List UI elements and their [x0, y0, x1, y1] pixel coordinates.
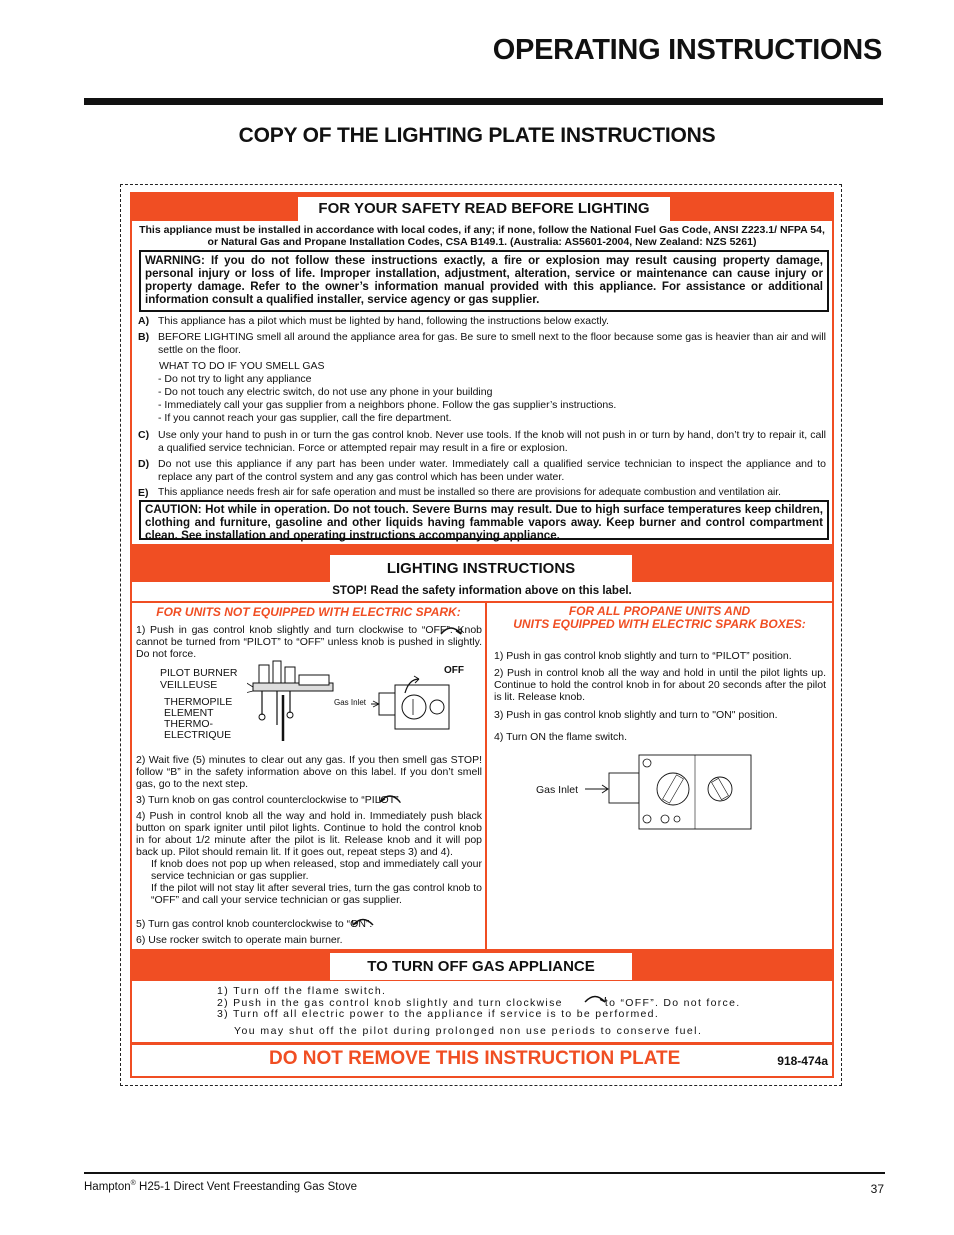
warning-box	[139, 250, 829, 312]
gas-valve-diagram	[585, 753, 755, 835]
do-not-remove-notice: DO NOT REMOVE THIS INSTRUCTION PLATE	[269, 1048, 681, 1069]
title-rule	[84, 98, 883, 105]
left-step-5: 5) Turn gas control knob counterclockwise to “ON”.	[136, 918, 373, 930]
safety-panel	[132, 221, 832, 544]
footer-rule	[84, 1172, 885, 1174]
lighting-plate	[130, 192, 834, 1078]
label-off: OFF	[444, 665, 464, 676]
right-step-4: 4) Turn ON the flame switch.	[494, 731, 628, 743]
step-text: If knob does not pop up when released, stop and immediately call your service technician or gas supplier.	[151, 858, 482, 882]
turn-off-header: TO TURN OFF GAS APPLIANCE	[330, 953, 632, 980]
turn-off-step-3: 3) Turn off all electric power to the appliance if service is to be performed.	[217, 1008, 660, 1020]
smell-item: - Do not try to light any appliance	[158, 373, 312, 385]
right-step-1: 1) Push in gas control knob slightly and turn to “PILOT” position.	[494, 650, 792, 662]
right-step-3: 3) Push in gas control knob slightly and turn to "ON" position.	[494, 709, 778, 721]
label-gas-inlet: Gas Inlet	[536, 784, 579, 796]
turn-off-panel	[132, 981, 832, 1042]
lighting-right-column	[487, 603, 832, 949]
left-step-6: 6) Use rocker switch to operate main burner.	[136, 934, 343, 946]
turn-off-note: You may shut off the pilot during prolonged non use periods to conserve fuel.	[234, 1025, 703, 1037]
safety-item-a	[138, 315, 826, 328]
stop-text: STOP! Read the safety information above on this label.	[332, 585, 632, 597]
step-text: 1) Push in gas control knob slightly and turn clockwise to “OFF”. Knob cannot be turned from “PILOT” to “OFF” unless knob is pushed in slightly. Do not force.	[136, 624, 482, 660]
lighting-header: LIGHTING INSTRUCTIONS	[330, 555, 632, 582]
item-label: D)	[138, 458, 150, 470]
step-text: If the pilot will not stay lit after several tries, turn the gas control knob to “OFF” and call your service technician or gas supplier.	[151, 882, 482, 906]
safety-header: FOR YOUR SAFETY READ BEFORE LIGHTING	[298, 197, 670, 221]
caution-text: CAUTION: Hot while in operation. Do not touch. Severe Burns may result. Due to high surface temperatures keep children, clothing and furniture, gasoline and other liquids having fammable vapors away. Keep burner and control compartment clean. See installation and operating instructions accompanying appliance.	[145, 503, 823, 542]
label-pilot-burner: PILOT BURNER	[160, 667, 238, 679]
right-heading	[487, 605, 832, 631]
heading-line: FOR ALL PROPANE UNITS AND	[568, 604, 751, 618]
footer-reg-mark: ®	[130, 1180, 136, 1187]
plate-code: 918-474a	[777, 1054, 828, 1068]
label-veilleuse: VEILLEUSE	[160, 679, 218, 691]
step-text: 4) Push in control knob all the way and hold in. Immediately push black button on spark igniter until pilot lights. Continue to hold the control knob in for about 1/2 minute after the pilot is lit. Release knob and it will pop back up. Pilot should remain lit. If it goes out, repeat steps 3) and 4).	[136, 810, 482, 858]
item-label: E)	[138, 487, 149, 499]
label-gas-inlet-small: Gas Inlet	[334, 698, 367, 707]
item-text: Use only your hand to push in or turn the gas control knob. Never use tools. If the knob will not push in or turn by hand, don’t try to repair it, call a qualified service technician. Force or attempted repair may result in a fire or explosion.	[158, 429, 826, 454]
footer-brand: Hampton	[84, 1180, 131, 1193]
smell-item: - If you cannot reach your gas supplier, call the fire department.	[158, 412, 452, 424]
caution-box	[139, 500, 829, 540]
item-label: B)	[138, 331, 150, 343]
item-label: C)	[138, 429, 150, 441]
warning-text: WARNING: If you do not follow these instructions exactly, a fire or explosion may result causing property damage, personal injury or loss of life. Improper installation, adjustment, alteration, service or maintenance can cause injury or property damage. Refer to the owner’s information manual provided with this appliance. For assistance or additional information consult a qualified installer, service agency or gas supplier.	[145, 254, 823, 306]
turn-off-step-1: 1) Turn off the flame switch.	[217, 985, 387, 997]
footer-product-name: H25-1 Direct Vent Freestanding Gas Stove	[135, 1180, 358, 1193]
label-element: ELEMENT	[164, 707, 214, 719]
heading-line: UNITS EQUIPPED WITH ELECTRIC SPARK BOXES:	[513, 617, 806, 631]
counterclockwise-arrow-icon	[351, 916, 375, 927]
turn-off-step-2: 2) Push in the gas control knob slightly and turn clockwise to “OFF”. Do not force.	[217, 997, 741, 1009]
item-text: This appliance needs fresh air for safe operation and must be installed so there are provisions for adequate combustion and ventilation air.	[158, 487, 781, 498]
page-number: 37	[870, 1182, 884, 1196]
label-thermopile: THERMOPILE	[164, 696, 233, 708]
left-step-2: 2) Wait five (5) minutes to clear out any gas. If you then smell gas STOP! follow “B” in the safety information above on this label. If you don’t smell gas, go to the next step.	[136, 754, 482, 790]
smell-list	[158, 373, 818, 425]
left-step-3: 3) Turn knob on gas control counterclockwise to “PILOT”.	[136, 794, 402, 806]
smell-item: - Do not touch any electric switch, do not use any phone in your building	[158, 386, 493, 398]
safety-item-d	[138, 458, 826, 483]
item-label: A)	[138, 315, 150, 327]
label-thermo: THERMO-	[164, 718, 213, 730]
page-title: OPERATING INSTRUCTIONS	[492, 34, 882, 66]
bottom-notice-panel	[132, 1045, 832, 1076]
safety-item-b	[138, 331, 826, 356]
stop-bar	[132, 582, 832, 601]
label-electrique: ELECTRIQUE	[164, 729, 232, 741]
footer-product	[84, 1180, 357, 1193]
section-subtitle: COPY OF THE LIGHTING PLATE INSTRUCTIONS	[238, 124, 716, 147]
smell-heading: WHAT TO DO IF YOU SMELL GAS	[159, 360, 325, 372]
smell-item: - Immediately call your gas supplier from a neighbors phone. Follow the gas supplier’s instructions.	[158, 399, 617, 411]
item-text: This appliance has a pilot which must be lighted by hand, following the instructions below exactly.	[158, 315, 609, 327]
item-text: BEFORE LIGHTING smell all around the appliance area for gas. Be sure to smell next to the floor because some gas is heavier than air and will settle on the floor.	[158, 331, 826, 356]
clockwise-arrow-icon	[438, 624, 464, 636]
left-step-4	[136, 810, 482, 906]
lighting-left-column	[132, 603, 485, 949]
left-heading: FOR UNITS NOT EQUIPPED WITH ELECTRIC SPARK:	[156, 605, 461, 619]
install-note: This appliance must be installed in accordance with local codes, if any; if none, follow the National Fuel Gas Code, ANSI Z223.1/ NFPA 54, or Natural Gas and Propane Installation Codes, CSA B149.1. (Australia: AS5601-2004, New Zealand: NZS 5261)	[139, 224, 825, 248]
safety-item-c	[138, 429, 826, 454]
item-text: Do not use this appliance if any part has been under water. Immediately call a qualified service technician to inspect the appliance and to replace any part of the control system and any gas control which has been under water.	[158, 458, 826, 483]
counterclockwise-arrow-icon	[377, 792, 403, 804]
clockwise-arrow-icon	[583, 993, 607, 1004]
right-step-2: 2) Push in control knob all the way and hold in until the pilot lights up. Continue to hold the control knob in for about 20 seconds after the pilot is lit. Release knob.	[494, 667, 826, 703]
safety-item-e	[138, 487, 826, 500]
